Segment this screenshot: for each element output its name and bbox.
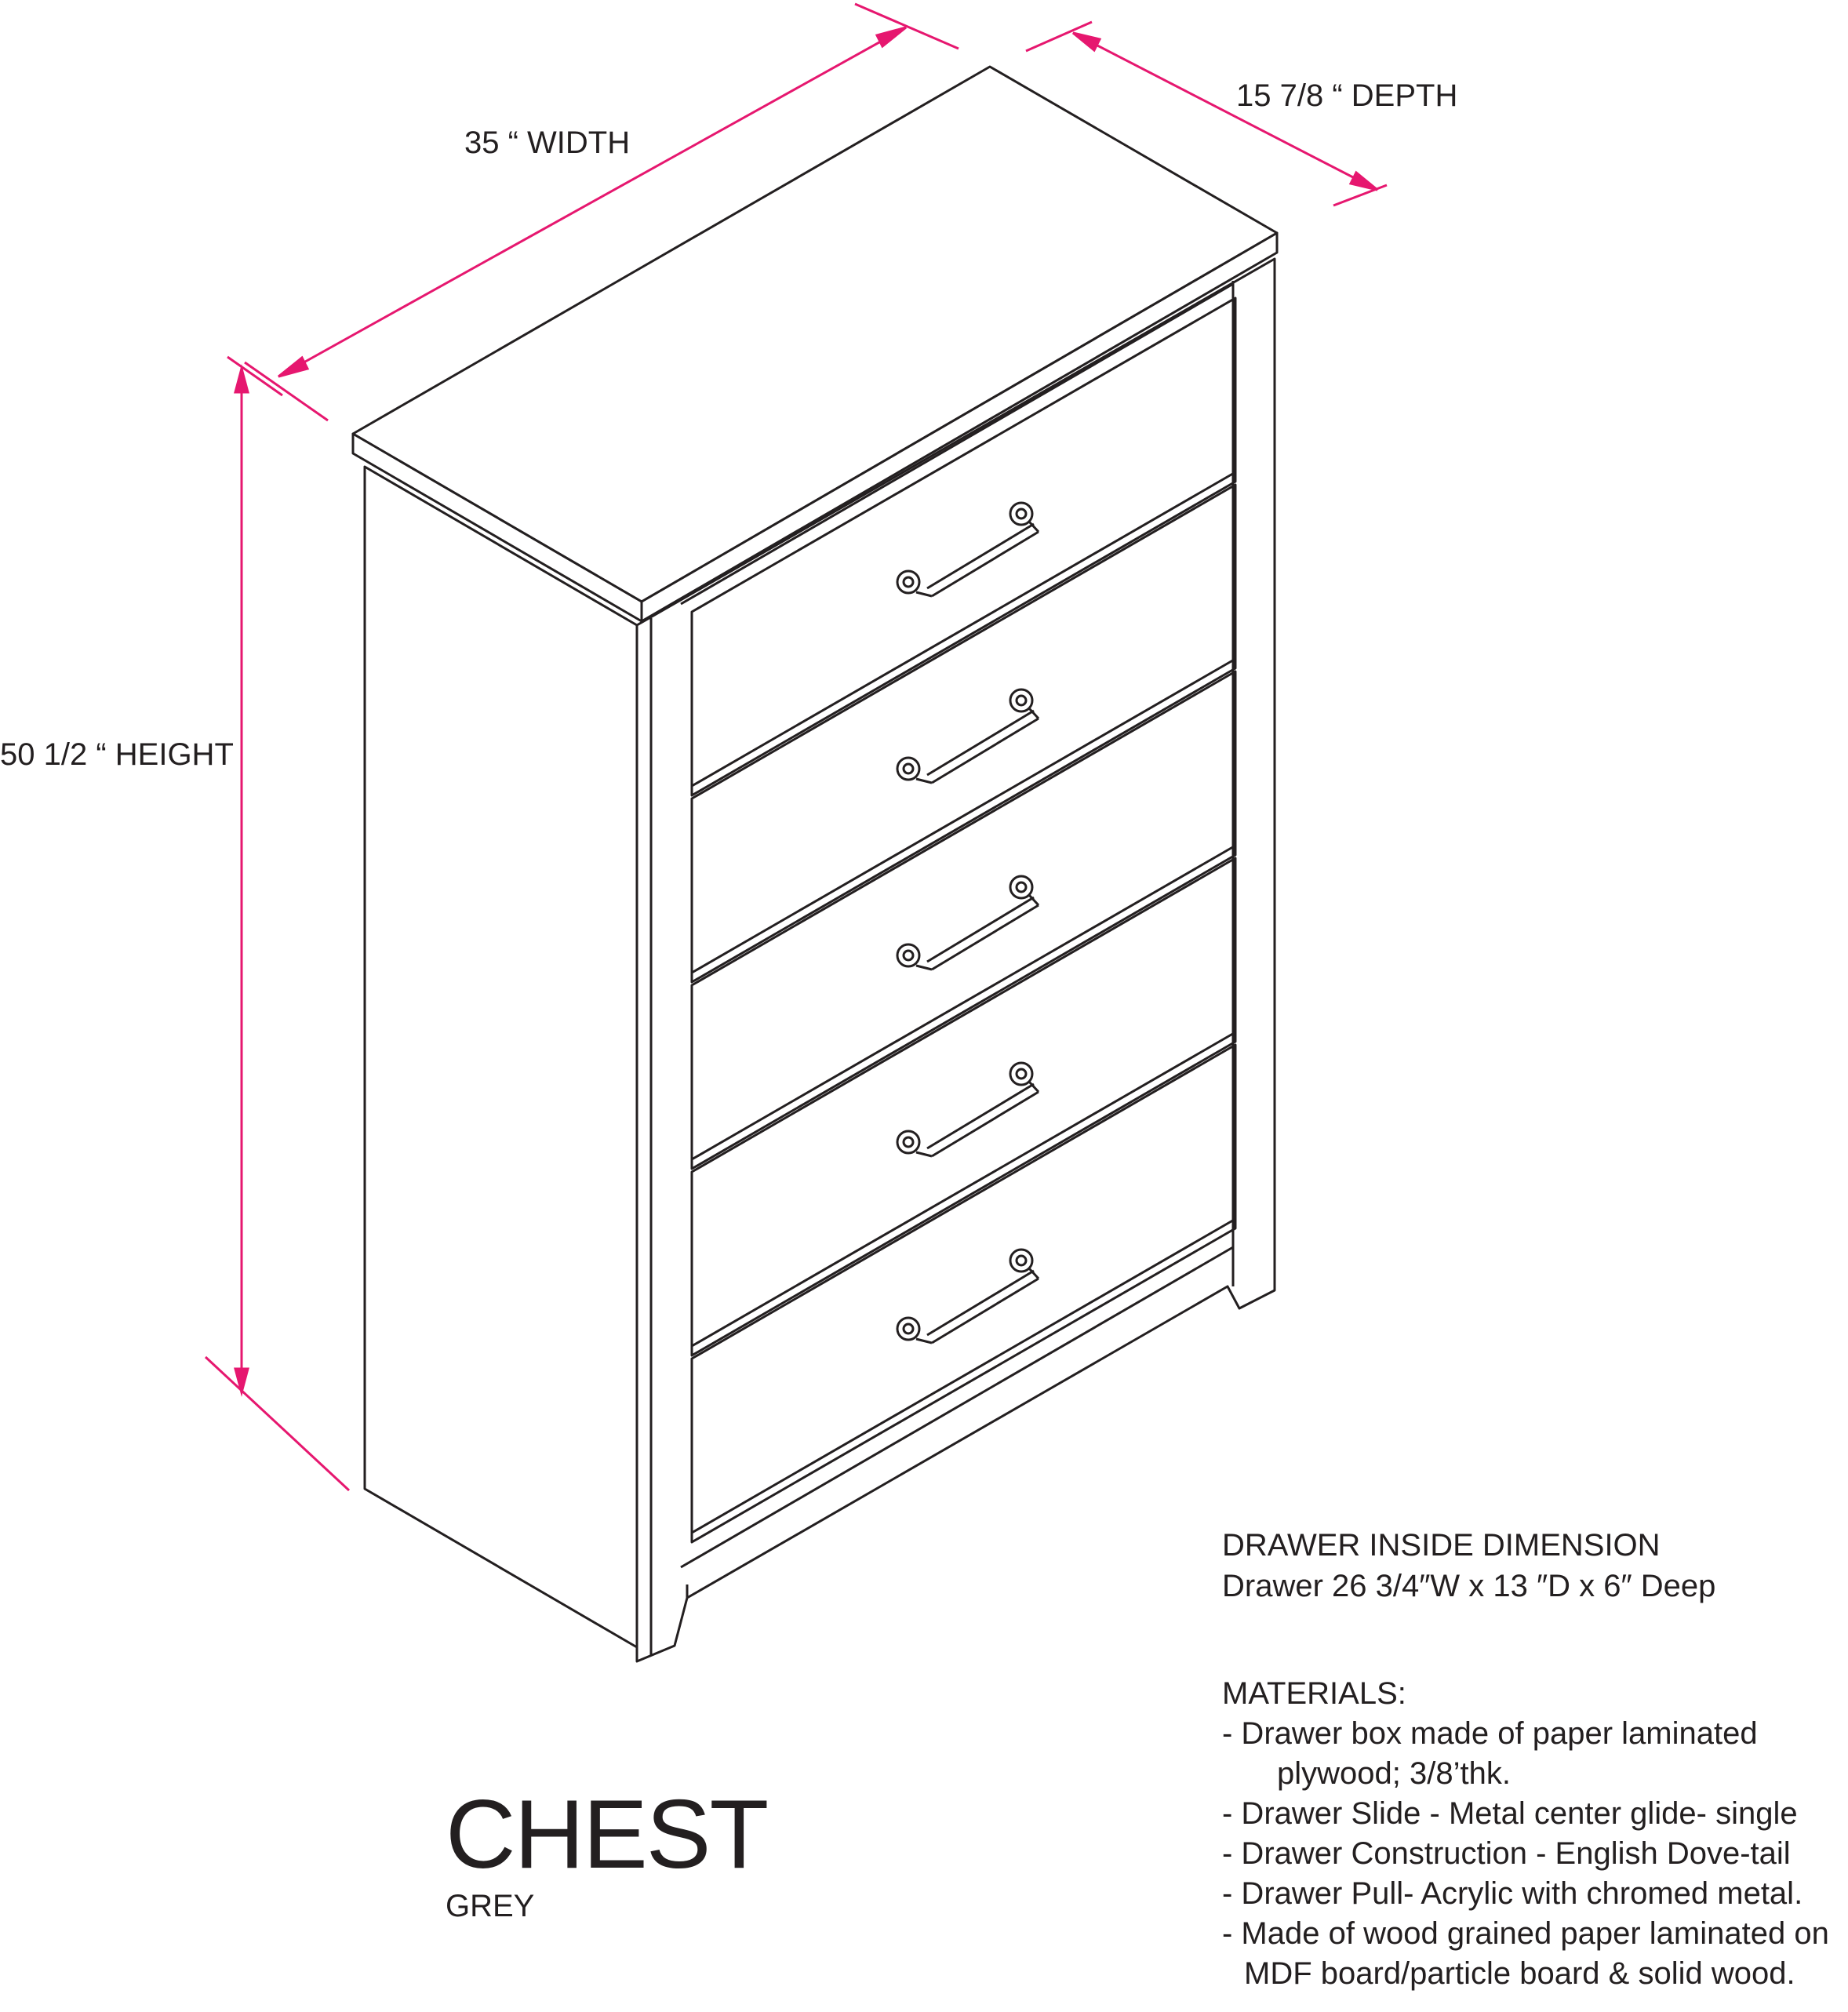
drawer-inside-dimension [1222, 1525, 1715, 1606]
width-label: 35 “ WIDTH [464, 126, 631, 160]
material-item: plywood; 3/8’thk. [1277, 1756, 1511, 1791]
chest-outline [353, 67, 1277, 1661]
materials-heading: MATERIALS: [1222, 1676, 1406, 1711]
material-item: - Drawer Pull- Acrylic with chromed metal. [1222, 1876, 1803, 1911]
material-item: - Made of wood grained paper laminated on [1222, 1916, 1829, 1951]
material-item: - Drawer Construction - English Dove-tail [1222, 1836, 1791, 1871]
material-item: - Drawer Slide - Metal center glide- single [1222, 1796, 1798, 1831]
depth-label: 15 7/8 “ DEPTH [1236, 78, 1458, 113]
drawer-dimension-heading: DRAWER INSIDE DIMENSION [1222, 1528, 1661, 1563]
material-item: - Drawer box made of paper laminated [1222, 1716, 1758, 1751]
product-color: GREY [446, 1889, 535, 1923]
drawer-dimension-value: Drawer 26 3/4″W x 13 ″D x 6″ Deep [1222, 1569, 1716, 1603]
height-label: 50 1/2 “ HEIGHT [0, 737, 234, 772]
material-item: MDF board/particle board & solid wood. [1244, 1956, 1795, 1991]
materials-list [1222, 1674, 1829, 1994]
chest-side-panel [365, 467, 637, 1647]
product-name: CHEST [446, 1781, 768, 1889]
